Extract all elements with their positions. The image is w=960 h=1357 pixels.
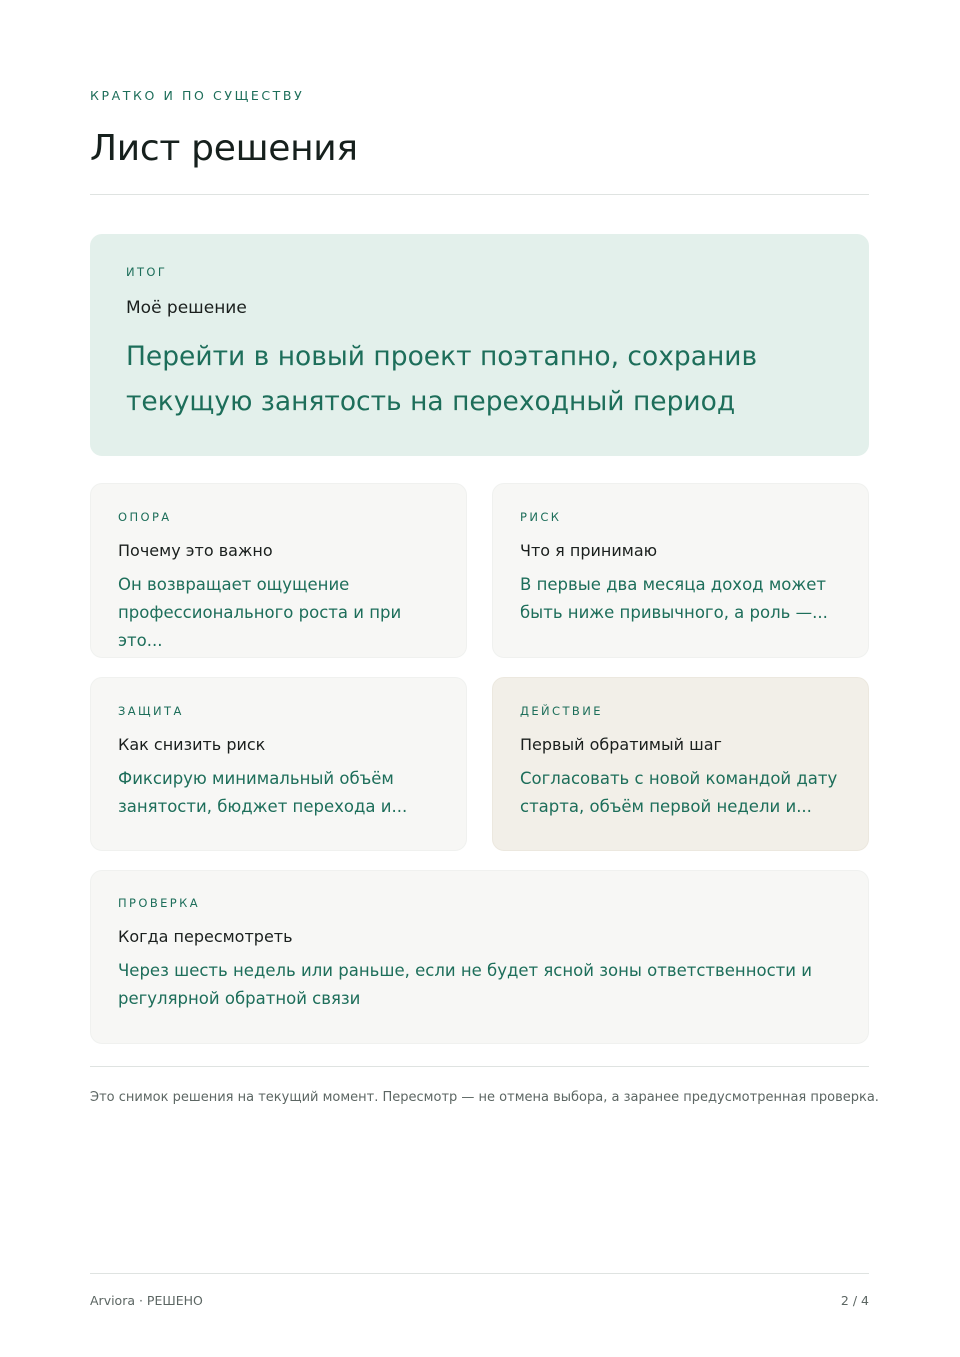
- card-heading: Как снизить риск: [118, 735, 266, 754]
- card-body: [118, 957, 838, 1013]
- card-body-line: профессионального роста и при это...: [118, 603, 402, 650]
- card-body-line: быть ниже привычного, а роль —...: [520, 603, 828, 622]
- card-body-line: старта, объём первой недели и...: [520, 797, 812, 816]
- card-heading: Почему это важно: [118, 541, 273, 560]
- page-number: 2 / 4: [840, 1293, 869, 1308]
- decision-sheet-page: [90, 0, 879, 1357]
- footnote: Это снимок решения на текущий момент. Пересмотр — не отмена выбора, а заранее предусмотренная проверка.: [90, 1090, 879, 1105]
- card-body-line: регулярной обратной связи: [118, 989, 361, 1008]
- card-body-line: Согласовать с новой командой дату: [520, 769, 838, 788]
- card-label: ОПОРА: [118, 510, 172, 524]
- card-label: ДЕЙСТВИЕ: [520, 704, 603, 718]
- section-eyebrow: КРАТКО И ПО СУЩЕСТВУ: [90, 88, 305, 103]
- summary-body-line: текущую занятость на переходный период: [126, 386, 736, 417]
- summary-body: [126, 334, 826, 424]
- card-body: [520, 571, 850, 627]
- card-heading: Что я принимаю: [520, 541, 658, 560]
- card-label: ПРОВЕРКА: [118, 896, 200, 910]
- page-title: Лист решения: [90, 128, 358, 169]
- card-review: [90, 870, 869, 1044]
- card-body-line: Он возвращает ощущение: [118, 575, 350, 594]
- card-body: [118, 765, 448, 821]
- summary-body-line: Перейти в новый проект поэтапно, сохранив: [126, 341, 758, 372]
- summary-label: ИТОГ: [126, 265, 168, 279]
- card-body-line: занятости, бюджет перехода и...: [118, 797, 408, 816]
- summary-heading: Моё решение: [126, 298, 247, 318]
- card-heading: Когда пересмотреть: [118, 927, 293, 946]
- footer-brand: Arviora · РЕШЕНО: [90, 1293, 203, 1308]
- card-heading: Первый обратимый шаг: [520, 735, 722, 754]
- divider-middle: [90, 1066, 869, 1067]
- summary-card: [90, 234, 869, 456]
- divider-top: [90, 194, 869, 195]
- card-body-line: В первые два месяца доход может: [520, 575, 826, 594]
- card-body: [118, 571, 448, 655]
- card-body: [520, 765, 850, 821]
- card-support: [90, 483, 467, 658]
- card-protection: [90, 677, 467, 851]
- card-label: РИСК: [520, 510, 562, 524]
- card-risk: [492, 483, 869, 658]
- card-body-line: Фиксирую минимальный объём: [118, 769, 394, 788]
- card-action: [492, 677, 869, 851]
- card-body-line: Через шесть недель или раньше, если не будет ясной зоны ответственности и: [118, 961, 812, 980]
- divider-footer: [90, 1273, 869, 1274]
- card-label: ЗАЩИТА: [118, 704, 184, 718]
